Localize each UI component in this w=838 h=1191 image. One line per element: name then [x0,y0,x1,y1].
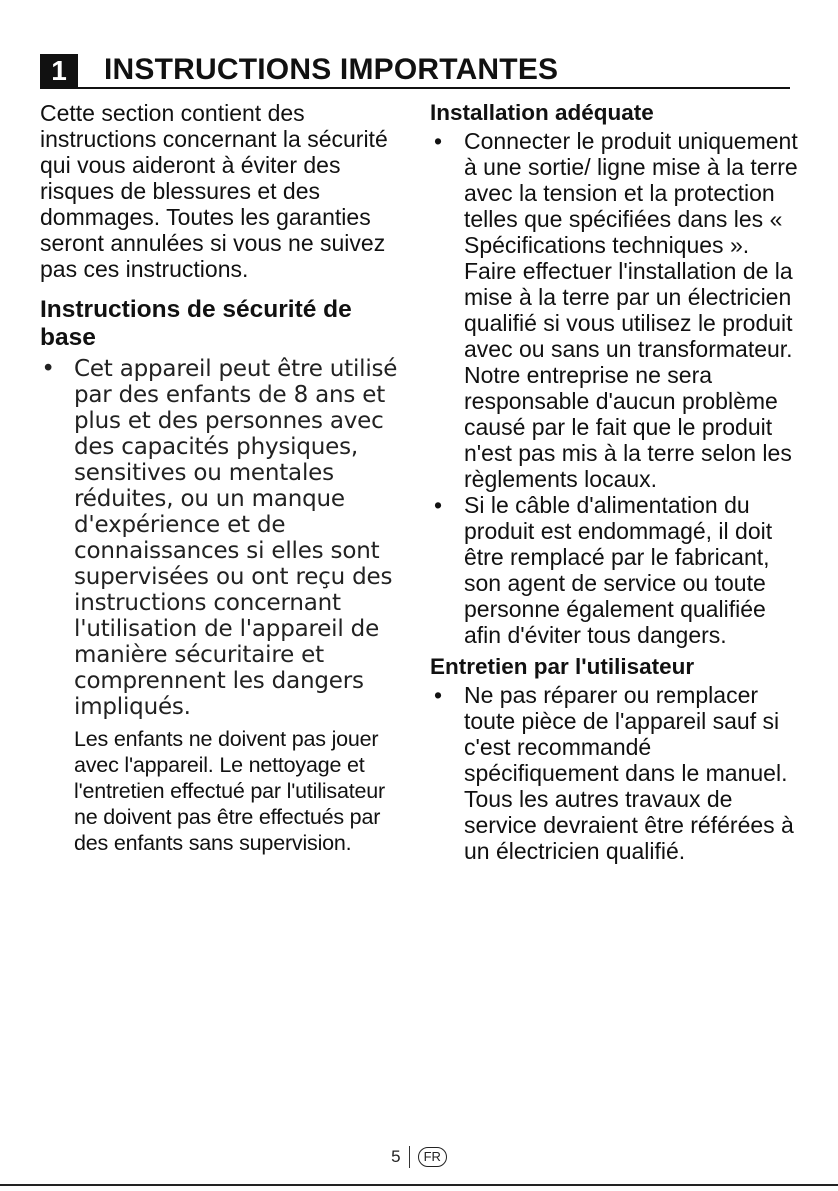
bullet-icon: • [433,128,443,154]
bullet-icon: • [433,682,443,708]
maintenance-heading: Entretien par l'utilisateur [430,654,695,679]
header-divider [40,87,790,89]
maintenance-list [430,682,800,864]
bullet-icon: • [433,492,443,518]
list-item [40,356,400,720]
children-warning-paragraph: Les enfants ne doivent pas jouer avec l'appareil. Le nettoyage et l'entretien effectué par l'utilisateur ne doivent pas être effectués par des enfants sans supervision. [74,727,385,855]
section-number-badge: 1 [40,54,78,88]
list-item-text: Si le câble d'alimentation du produit est endommagé, il doit être remplacé par le fabricant, son agent de service ou toute personne également qualifiée afin d'éviter tous dangers. [464,492,773,648]
left-column [40,100,400,856]
page-number: 5 [391,1146,401,1166]
list-item [430,128,800,492]
section-title: INSTRUCTIONS IMPORTANTES [104,53,559,86]
intro-paragraph: Cette section contient des instructions concernant la sécurité qui vous aideront à éviter des risques de blessures et des dommages. Toutes les garanties seront annulées si vous ne suivez pas ces instructions. [40,100,388,282]
page-footer [0,1144,838,1169]
footer-separator [409,1146,410,1168]
language-badge: FR [418,1147,447,1167]
list-item-text: Connecter le produit uniquement à une sortie/ ligne mise à la terre avec la tension et la protection telles que spécifiées dans les « Spécifications techniques ». Faire effectuer l'installation de la mise à la terre par un électricien qualifié si vous utilisez le produit avec ou sans un transformateur. Notre entreprise ne sera responsable d'aucun problème causé par le fait que le produit n'est pas mis à la terre selon les règlements locaux. [464,128,798,492]
installation-list [430,128,800,648]
list-item-text: Ne pas réparer ou remplacer toute pièce de l'appareil sauf si c'est recommandé spécifiquement dans le manuel. Tous les autres travaux de service devraient être référées à un électricien qualifié. [464,682,794,864]
list-item [430,682,800,864]
basic-safety-heading: Instructions de sécurité de base [40,296,352,351]
bullet-icon: • [41,356,55,382]
installation-heading: Installation adéquate [430,100,654,125]
section-header [40,50,790,90]
right-column [430,100,800,864]
basic-safety-list [40,356,400,720]
list-item [430,492,800,648]
bottom-divider [0,1184,838,1186]
list-item-text: Cet appareil peut être utilisé par des enfants de 8 ans et plus et des personnes avec des capacités physiques, sensitives ou mentales réduites, ou un manque d'expérience et de connaissances si elles sont supervisées ou ont reçu des instructions concernant l'utilisation de l'appareil de manière sécuritaire et comprennent les dangers impliqués. [74,356,398,720]
